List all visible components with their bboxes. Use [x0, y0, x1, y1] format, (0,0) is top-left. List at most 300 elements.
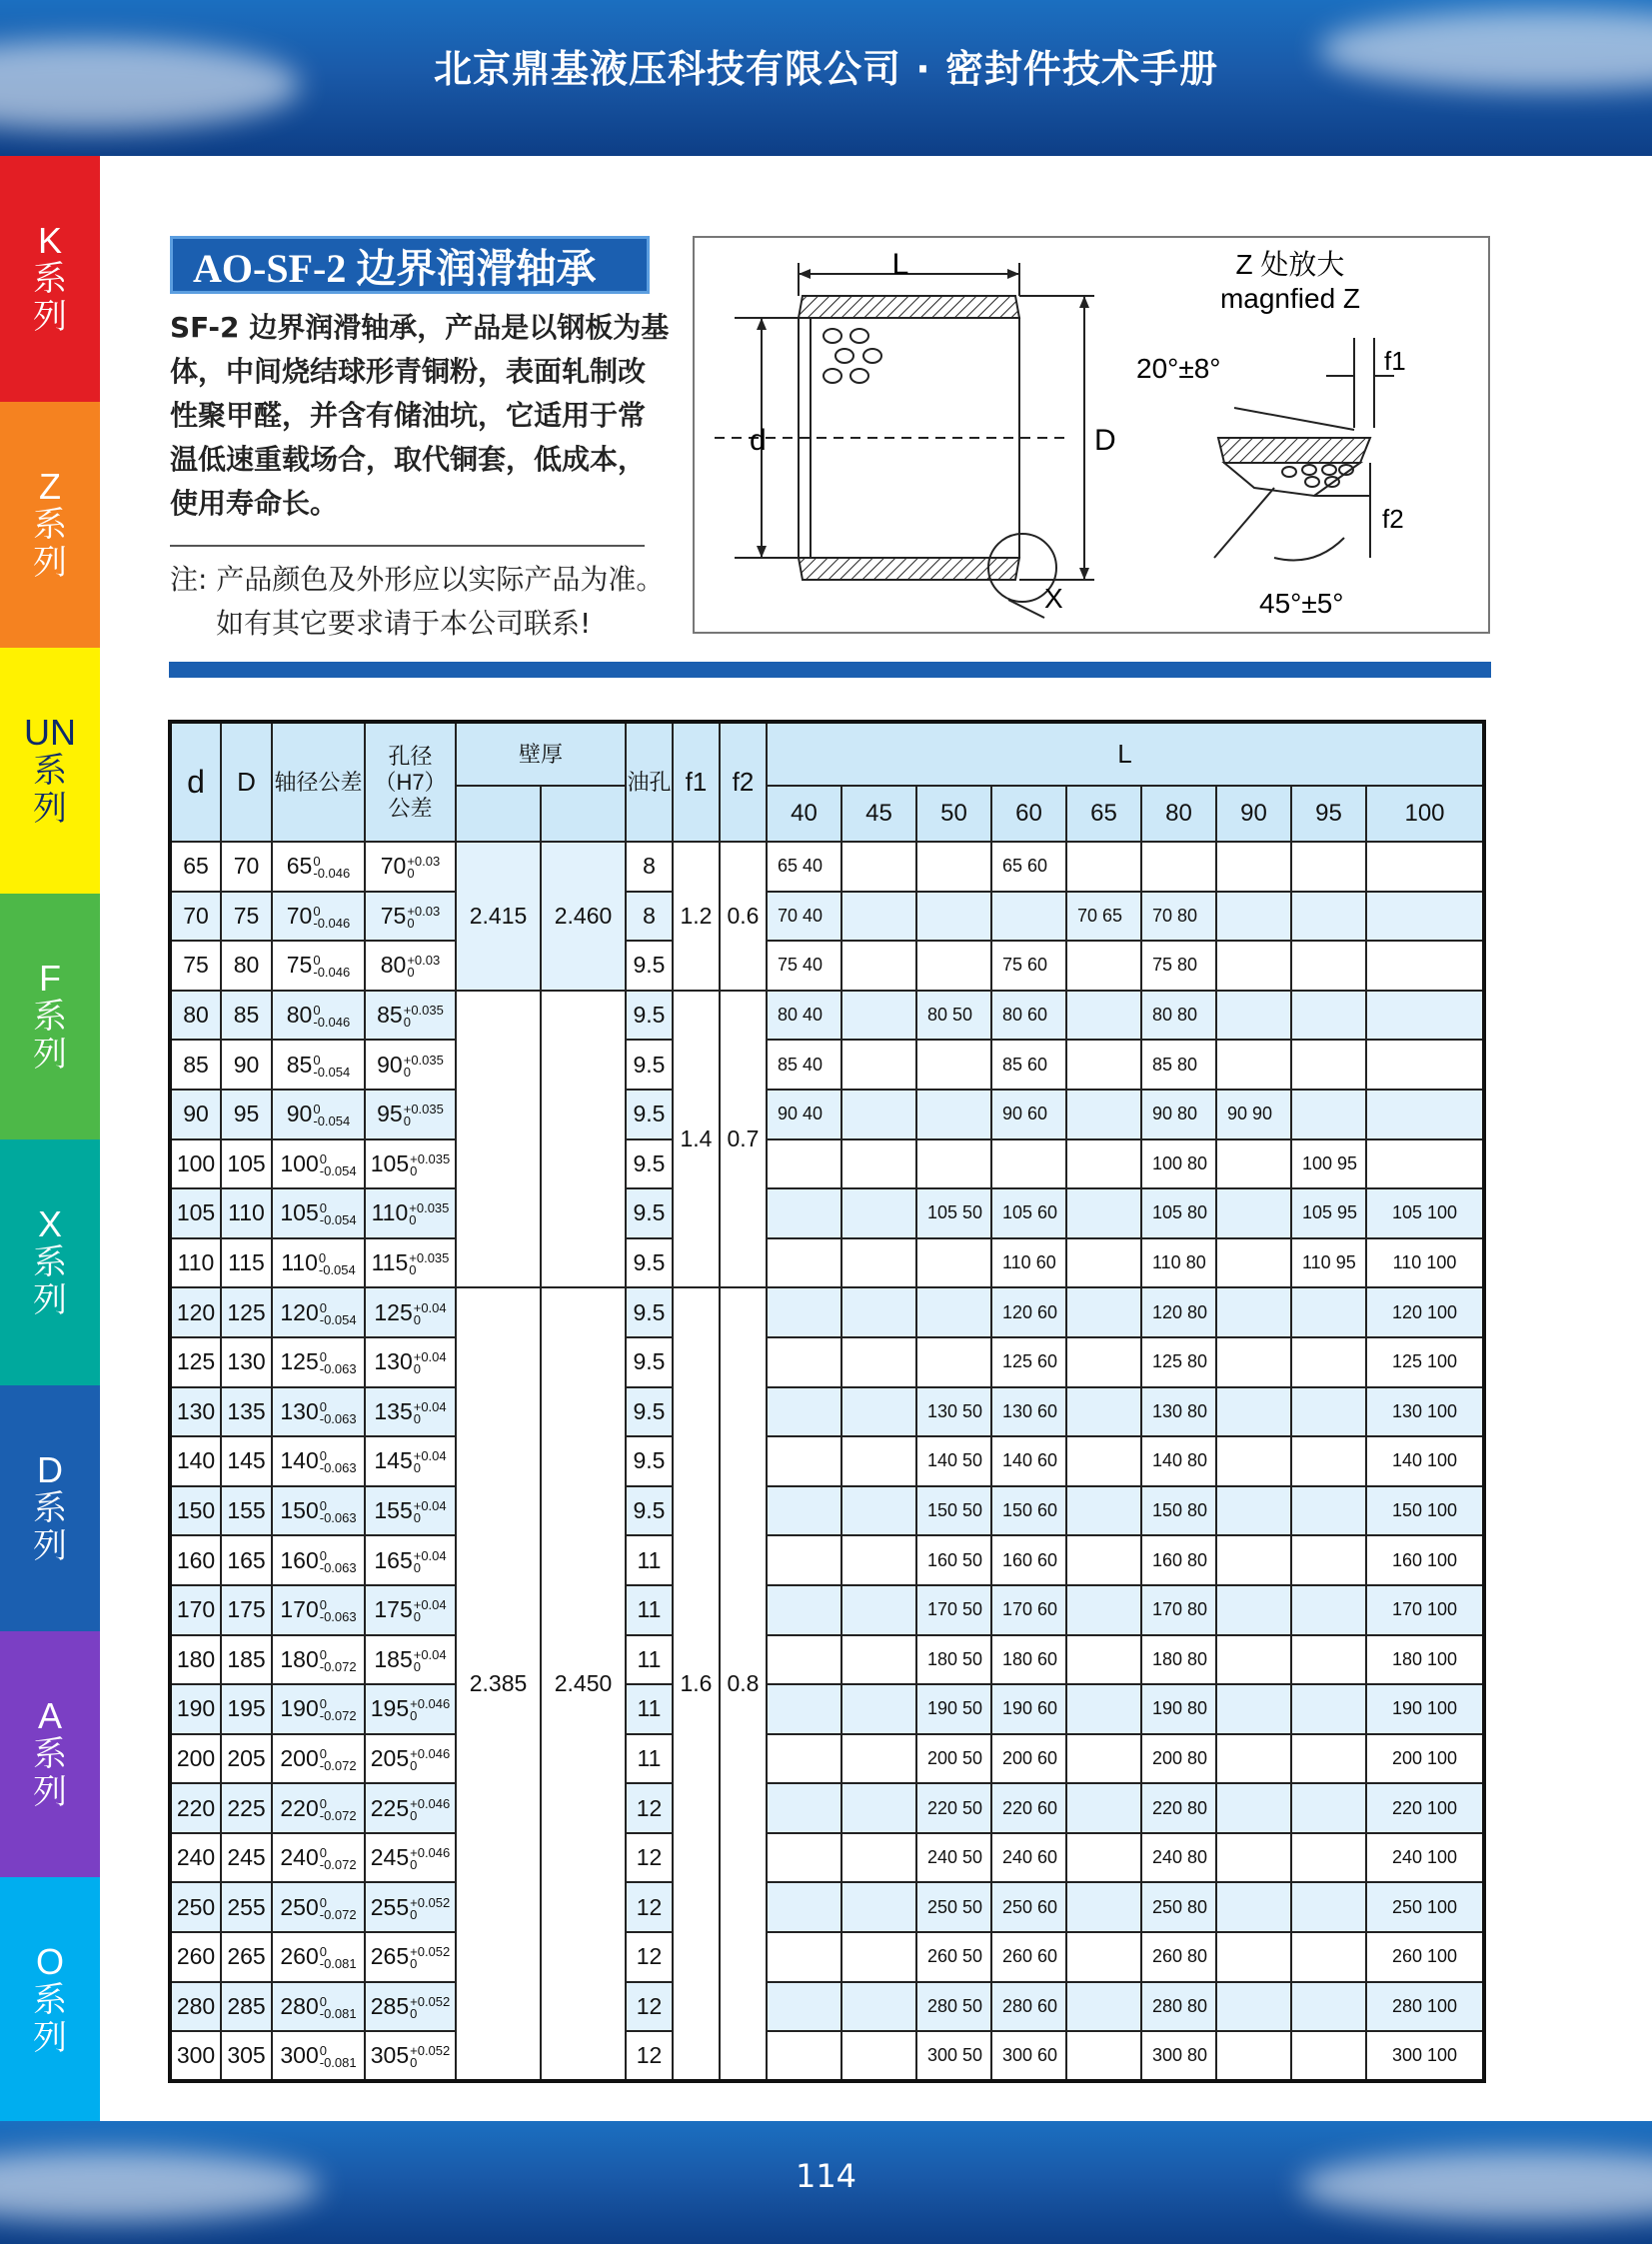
bore-nominal: 265 — [370, 1943, 410, 1970]
table-row — [170, 1982, 1484, 2032]
cell-wall-max: 2.450 — [541, 1287, 626, 2081]
cell-L-40 — [767, 1436, 841, 1486]
cell-d: 70 — [170, 892, 221, 942]
bore-nominal: 185 — [374, 1645, 413, 1672]
shaft-lower: -0.063 — [319, 1559, 357, 1575]
shaft-lower: -0.063 — [319, 1609, 357, 1625]
cell-L-90 — [1216, 1932, 1291, 1982]
label-d: d — [750, 424, 767, 457]
bore-upper: +0.04 — [413, 1299, 447, 1315]
cell-D: 135 — [221, 1387, 272, 1437]
cell-bore-tolerance — [365, 1635, 456, 1685]
cell-L-95: 105 95 — [1291, 1188, 1366, 1238]
shaft-deviation — [320, 1351, 357, 1375]
cell-f1: 1.2 — [673, 842, 720, 991]
cell-L-65 — [1066, 1040, 1141, 1090]
cell-L-60: 300 60 — [991, 2031, 1066, 2081]
bore-deviation — [404, 1005, 444, 1029]
bore-deviation — [413, 1299, 447, 1327]
cell-L-95 — [1291, 1436, 1366, 1486]
shaft-upper: 0 — [319, 1795, 327, 1811]
cell-shaft-tolerance — [272, 1684, 365, 1734]
bore-lower: 0 — [413, 1609, 421, 1625]
cell-D: 85 — [221, 991, 272, 1041]
shaft-nominal: 80 — [286, 1002, 313, 1029]
bore-deviation — [414, 1351, 447, 1375]
shaft-deviation — [320, 1847, 357, 1871]
shaft-nominal: 300 — [280, 2042, 319, 2069]
cell-L-50 — [916, 1040, 991, 1090]
cell-D: 255 — [221, 1882, 272, 1932]
cell-L-45 — [841, 1734, 916, 1784]
cell-L-90 — [1216, 1535, 1291, 1585]
shaft-deviation — [319, 1894, 357, 1922]
bore-nominal: 245 — [370, 1844, 410, 1871]
shaft-deviation — [320, 1946, 357, 1970]
bore-nominal: 70 — [380, 853, 407, 880]
cell-bore-tolerance — [365, 1882, 456, 1932]
table-row — [170, 1287, 1484, 1337]
cell-L-65 — [1066, 1387, 1141, 1437]
cell-L-60: 200 60 — [991, 1734, 1066, 1784]
bore-upper: +0.03 — [407, 854, 441, 870]
tab-x-series[interactable]: X 系 列 — [0, 1139, 100, 1385]
cell-L-80: 220 80 — [1141, 1783, 1216, 1833]
cell-L-50: 300 50 — [916, 2031, 991, 2081]
cell-L-90 — [1216, 1287, 1291, 1337]
shaft-upper: 0 — [313, 1102, 321, 1118]
cell-L-60: 65 60 — [991, 842, 1066, 892]
cell-oil-hole: 11 — [626, 1635, 673, 1685]
cell-L-90: 90 90 — [1216, 1090, 1291, 1139]
cell-L-65 — [1066, 1833, 1141, 1883]
cell-L-95 — [1291, 892, 1366, 942]
cell-L-50 — [916, 1139, 991, 1189]
tab-un-series[interactable]: UN 系 列 — [0, 648, 100, 894]
cell-L-80: 85 80 — [1141, 1040, 1216, 1090]
cell-L-60: 190 60 — [991, 1684, 1066, 1734]
bore-deviation — [409, 1249, 450, 1277]
tab-d-series[interactable]: D 系 列 — [0, 1385, 100, 1631]
cell-D: 175 — [221, 1585, 272, 1635]
bore-nominal: 125 — [374, 1298, 413, 1325]
bore-lower: 0 — [413, 1460, 421, 1476]
cell-L-60: 150 60 — [991, 1486, 1066, 1536]
cell-L-100: 250 100 — [1366, 1882, 1484, 1932]
cell-L-80: 150 80 — [1141, 1486, 1216, 1536]
tab-f-series[interactable]: F 系 列 — [0, 894, 100, 1139]
cell-L-90 — [1216, 1734, 1291, 1784]
cell-D: 130 — [221, 1337, 272, 1387]
cell-L-50: 280 50 — [916, 1982, 991, 2032]
tab-o-series[interactable]: O 系 列 — [0, 1877, 100, 2123]
cell-d: 110 — [170, 1238, 221, 1288]
cell-L-90 — [1216, 842, 1291, 892]
cell-D: 115 — [221, 1238, 272, 1288]
cell-L-65 — [1066, 1635, 1141, 1685]
cell-bore-tolerance — [365, 1585, 456, 1635]
bore-lower: 0 — [410, 2005, 418, 2021]
cell-L-100: 200 100 — [1366, 1734, 1484, 1784]
cell-L-80: 300 80 — [1141, 2031, 1216, 2081]
bore-lower: 0 — [413, 1311, 421, 1327]
cell-L-40 — [767, 1982, 841, 2032]
cell-oil-hole: 9.5 — [626, 941, 673, 991]
bore-nominal: 85 — [377, 1002, 403, 1029]
cell-oil-hole: 9.5 — [626, 1040, 673, 1090]
cell-shaft-tolerance — [272, 1387, 365, 1437]
cell-shaft-tolerance — [272, 1783, 365, 1833]
bearing-diagram — [693, 236, 1490, 634]
cell-shaft-tolerance — [272, 1188, 365, 1238]
bore-nominal: 90 — [377, 1051, 403, 1078]
cell-oil-hole: 9.5 — [626, 1188, 673, 1238]
bore-upper: +0.03 — [407, 903, 441, 919]
bore-nominal: 155 — [374, 1497, 413, 1524]
bore-nominal: 285 — [370, 1992, 410, 2019]
cell-D: 155 — [221, 1486, 272, 1536]
cell-L-90 — [1216, 1139, 1291, 1189]
bore-upper: +0.04 — [413, 1448, 447, 1464]
cell-L-100: 120 100 — [1366, 1287, 1484, 1337]
shaft-deviation — [319, 1745, 357, 1773]
cell-L-50 — [916, 1287, 991, 1337]
cell-L-45 — [841, 1090, 916, 1139]
cell-D: 285 — [221, 1982, 272, 2032]
header-shaft-tolerance: 轴径公差 — [272, 722, 365, 842]
shaft-upper: 0 — [319, 1497, 327, 1513]
cell-bore-tolerance — [365, 842, 456, 892]
cell-L-60: 110 60 — [991, 1238, 1066, 1288]
shaft-deviation — [319, 1150, 357, 1178]
cell-L-80: 125 80 — [1141, 1337, 1216, 1387]
shaft-nominal: 85 — [286, 1051, 313, 1078]
bore-nominal: 105 — [370, 1149, 410, 1176]
cell-L-40 — [767, 1337, 841, 1387]
cell-L-65 — [1066, 1337, 1141, 1387]
shaft-lower: -0.063 — [319, 1410, 357, 1426]
shaft-upper: 0 — [313, 953, 321, 969]
shaft-nominal: 200 — [280, 1744, 319, 1771]
cell-L-95 — [1291, 941, 1366, 991]
cell-L-90 — [1216, 1684, 1291, 1734]
shaft-nominal: 180 — [280, 1645, 319, 1672]
table-row — [170, 1535, 1484, 1585]
shaft-upper: 0 — [319, 1993, 327, 2009]
cell-L-45 — [841, 1783, 916, 1833]
cell-L-50 — [916, 1337, 991, 1387]
shaft-nominal: 260 — [280, 1943, 319, 1970]
shaft-lower: -0.046 — [313, 965, 351, 981]
bore-deviation — [414, 1599, 447, 1623]
cell-L-65 — [1066, 1932, 1141, 1982]
cell-L-65: 70 65 — [1066, 892, 1141, 942]
cell-L-80: 250 80 — [1141, 1882, 1216, 1932]
cell-oil-hole: 8 — [626, 892, 673, 942]
bore-lower: 0 — [407, 915, 415, 931]
cell-L-60: 120 60 — [991, 1287, 1066, 1337]
shaft-nominal: 100 — [280, 1149, 319, 1176]
cell-L-90 — [1216, 1188, 1291, 1238]
cell-L-95 — [1291, 1833, 1366, 1883]
shaft-nominal: 75 — [286, 952, 313, 979]
cell-d: 65 — [170, 842, 221, 892]
cell-L-60: 125 60 — [991, 1337, 1066, 1387]
cell-D: 265 — [221, 1932, 272, 1982]
cell-L-40: 90 40 — [767, 1090, 841, 1139]
bore-nominal: 145 — [374, 1447, 413, 1474]
cell-L-100: 140 100 — [1366, 1436, 1484, 1486]
footer-band — [0, 2121, 1652, 2244]
header-L-80: 80 — [1141, 786, 1216, 842]
label-L: L — [891, 248, 909, 281]
cell-oil-hole: 9.5 — [626, 991, 673, 1041]
table-row — [170, 842, 1484, 892]
bore-upper: +0.046 — [410, 1795, 451, 1811]
cell-L-95 — [1291, 842, 1366, 892]
cell-L-95 — [1291, 1337, 1366, 1387]
angle-top: 20°±8° — [1136, 353, 1221, 384]
header-band — [0, 0, 1652, 156]
cell-wall-min: 2.385 — [456, 1287, 541, 2081]
bore-upper: +0.035 — [409, 1249, 450, 1265]
cell-L-90 — [1216, 2031, 1291, 2081]
cell-L-40 — [767, 2031, 841, 2081]
cell-L-100 — [1366, 1040, 1484, 1090]
cell-L-40 — [767, 1932, 841, 1982]
cell-oil-hole: 11 — [626, 1535, 673, 1585]
shaft-nominal: 150 — [280, 1497, 319, 1524]
cell-oil-hole: 12 — [626, 2031, 673, 2081]
cell-D: 95 — [221, 1090, 272, 1139]
cell-bore-tolerance — [365, 1287, 456, 1337]
cell-L-90 — [1216, 1238, 1291, 1288]
table-row — [170, 1387, 1484, 1437]
cell-shaft-tolerance — [272, 1932, 365, 1982]
shaft-upper: 0 — [319, 1200, 327, 1216]
cell-L-50: 190 50 — [916, 1684, 991, 1734]
bore-nominal: 255 — [370, 1893, 410, 1920]
table-row — [170, 892, 1484, 942]
cell-bore-tolerance — [365, 1090, 456, 1139]
cell-D: 80 — [221, 941, 272, 991]
cell-oil-hole: 9.5 — [626, 1139, 673, 1189]
shaft-upper: 0 — [313, 1052, 321, 1068]
cell-L-40 — [767, 1387, 841, 1437]
bore-deviation — [410, 1698, 450, 1722]
bore-upper: +0.052 — [410, 1894, 451, 1910]
cell-D: 70 — [221, 842, 272, 892]
cell-bore-tolerance — [365, 2031, 456, 2081]
shaft-deviation — [320, 1698, 357, 1722]
cell-d: 250 — [170, 1882, 221, 1932]
cell-bore-tolerance — [365, 1734, 456, 1784]
tab-a-series[interactable]: A 系 列 — [0, 1631, 100, 1877]
shaft-upper: 0 — [319, 1845, 327, 1861]
cell-D: 195 — [221, 1684, 272, 1734]
cell-D: 205 — [221, 1734, 272, 1784]
tab-k-series[interactable]: K 系 列 — [0, 156, 100, 402]
cell-wall-min — [456, 991, 541, 1288]
shaft-nominal: 65 — [286, 853, 313, 880]
cell-L-60: 140 60 — [991, 1436, 1066, 1486]
shaft-lower: -0.063 — [319, 1509, 357, 1525]
bore-deviation — [410, 1795, 451, 1823]
shaft-lower: -0.072 — [319, 1906, 357, 1922]
cell-bore-tolerance — [365, 1783, 456, 1833]
table-row — [170, 1139, 1484, 1189]
bore-nominal: 80 — [380, 952, 407, 979]
cell-L-45 — [841, 1238, 916, 1288]
cell-L-45 — [841, 1684, 916, 1734]
cell-L-50: 160 50 — [916, 1535, 991, 1585]
bore-deviation — [409, 1202, 449, 1226]
bore-deviation — [407, 903, 441, 931]
shaft-nominal: 240 — [280, 1844, 319, 1871]
bore-deviation — [410, 2042, 451, 2070]
cell-L-40 — [767, 1833, 841, 1883]
bore-deviation — [403, 1052, 444, 1080]
bore-deviation — [410, 1847, 450, 1871]
header-L-65: 65 — [1066, 786, 1141, 842]
cell-shaft-tolerance — [272, 1040, 365, 1090]
bore-deviation — [410, 1993, 451, 2021]
cell-L-65 — [1066, 1684, 1141, 1734]
cell-L-60 — [991, 892, 1066, 942]
cell-L-50: 220 50 — [916, 1783, 991, 1833]
shaft-lower: -0.081 — [319, 1956, 357, 1972]
note-line-2: 如有其它要求请于本公司联系! — [216, 607, 592, 640]
cell-L-95 — [1291, 1982, 1366, 2032]
cell-L-90 — [1216, 941, 1291, 991]
cell-L-50 — [916, 1090, 991, 1139]
cell-L-60 — [991, 1139, 1066, 1189]
table-row — [170, 1090, 1484, 1139]
tab-z-series[interactable]: Z 系 列 — [0, 402, 100, 648]
bore-lower: 0 — [403, 1064, 411, 1080]
bore-deviation — [413, 1398, 447, 1426]
shaft-deviation — [313, 903, 351, 931]
shaft-lower: -0.046 — [313, 866, 351, 882]
product-title: AO-SF-2 边界润滑轴承 — [170, 236, 650, 294]
cell-L-95 — [1291, 1932, 1366, 1982]
table-row — [170, 1436, 1484, 1486]
cell-L-45 — [841, 941, 916, 991]
cell-L-45 — [841, 1337, 916, 1387]
shaft-deviation — [319, 1497, 357, 1525]
bore-deviation — [410, 1946, 450, 1970]
cell-L-80: 280 80 — [1141, 1982, 1216, 2032]
cell-L-90 — [1216, 1387, 1291, 1437]
cell-L-65 — [1066, 1982, 1141, 2032]
section-divider-bar — [169, 662, 1491, 678]
cell-oil-hole: 12 — [626, 1932, 673, 1982]
shaft-nominal: 160 — [280, 1546, 319, 1573]
cell-L-80: 240 80 — [1141, 1833, 1216, 1883]
cell-L-50: 150 50 — [916, 1486, 991, 1536]
cell-L-95 — [1291, 1684, 1366, 1734]
cell-L-95 — [1291, 1734, 1366, 1784]
shaft-nominal: 70 — [286, 902, 313, 929]
cell-L-45 — [841, 1535, 916, 1585]
cell-D: 125 — [221, 1287, 272, 1337]
cell-bore-tolerance — [365, 892, 456, 942]
shaft-lower: -0.072 — [319, 1807, 357, 1823]
bore-lower: 0 — [410, 1956, 418, 1972]
cell-d: 240 — [170, 1833, 221, 1883]
cell-D: 110 — [221, 1188, 272, 1238]
cell-L-95: 100 95 — [1291, 1139, 1366, 1189]
bore-nominal: 75 — [380, 902, 407, 929]
cell-L-65 — [1066, 1436, 1141, 1486]
cell-oil-hole: 9.5 — [626, 1436, 673, 1486]
bore-upper: +0.035 — [410, 1150, 451, 1166]
cell-L-65 — [1066, 2031, 1141, 2081]
shaft-lower: -0.054 — [313, 1114, 351, 1129]
cell-L-90 — [1216, 1337, 1291, 1387]
cell-L-80: 170 80 — [1141, 1585, 1216, 1635]
cell-d: 190 — [170, 1684, 221, 1734]
header-f2: f2 — [720, 722, 767, 842]
bore-upper: +0.04 — [413, 1547, 447, 1563]
cell-shaft-tolerance — [272, 892, 365, 942]
bore-lower: 0 — [410, 1708, 418, 1724]
cell-L-60: 130 60 — [991, 1387, 1066, 1437]
cell-D: 105 — [221, 1139, 272, 1189]
cell-L-40 — [767, 1684, 841, 1734]
bore-upper: +0.04 — [413, 1398, 447, 1414]
bore-deviation — [410, 1745, 451, 1773]
cell-shaft-tolerance — [272, 1982, 365, 2032]
cell-f1: 1.6 — [673, 1287, 720, 2081]
bore-deviation — [413, 1497, 447, 1525]
shaft-lower: -0.054 — [319, 1311, 357, 1327]
cell-L-65 — [1066, 1287, 1141, 1337]
cell-L-100: 260 100 — [1366, 1932, 1484, 1982]
cell-L-40 — [767, 1287, 841, 1337]
cell-L-65 — [1066, 1734, 1141, 1784]
cell-L-60: 90 60 — [991, 1090, 1066, 1139]
cell-L-50: 105 50 — [916, 1188, 991, 1238]
cell-bore-tolerance — [365, 991, 456, 1041]
cell-L-45 — [841, 991, 916, 1041]
cell-bore-tolerance — [365, 1684, 456, 1734]
series-sidebar — [0, 156, 100, 2123]
shaft-nominal: 250 — [280, 1893, 319, 1920]
cell-L-90 — [1216, 1882, 1291, 1932]
product-description: SF-2 边界润滑轴承，产品是以钢板为基体，中间烧结球形青铜粉，表面轧制改性聚甲醛，并含有储油坑，它适用于常温低速重载场合，取代铜套，低成本，使用寿命长。 — [170, 311, 670, 520]
cell-shaft-tolerance — [272, 941, 365, 991]
bore-upper: +0.046 — [410, 1696, 451, 1712]
cell-d: 260 — [170, 1932, 221, 1982]
cell-bore-tolerance — [365, 1982, 456, 2032]
cell-L-95 — [1291, 1882, 1366, 1932]
shaft-upper: 0 — [313, 1003, 321, 1018]
product-notes — [170, 558, 690, 646]
shaft-lower: -0.046 — [313, 1015, 351, 1030]
cell-L-60: 250 60 — [991, 1882, 1066, 1932]
cell-L-50: 200 50 — [916, 1734, 991, 1784]
cell-L-40 — [767, 1486, 841, 1536]
bore-lower: 0 — [403, 1015, 411, 1030]
bore-deviation — [404, 1104, 444, 1127]
cell-L-60: 280 60 — [991, 1982, 1066, 2032]
shaft-nominal: 130 — [280, 1397, 319, 1424]
bore-nominal: 195 — [370, 1695, 410, 1722]
bore-nominal: 115 — [371, 1249, 409, 1276]
cell-L-50: 240 50 — [916, 1833, 991, 1883]
bore-nominal: 130 — [374, 1348, 413, 1375]
